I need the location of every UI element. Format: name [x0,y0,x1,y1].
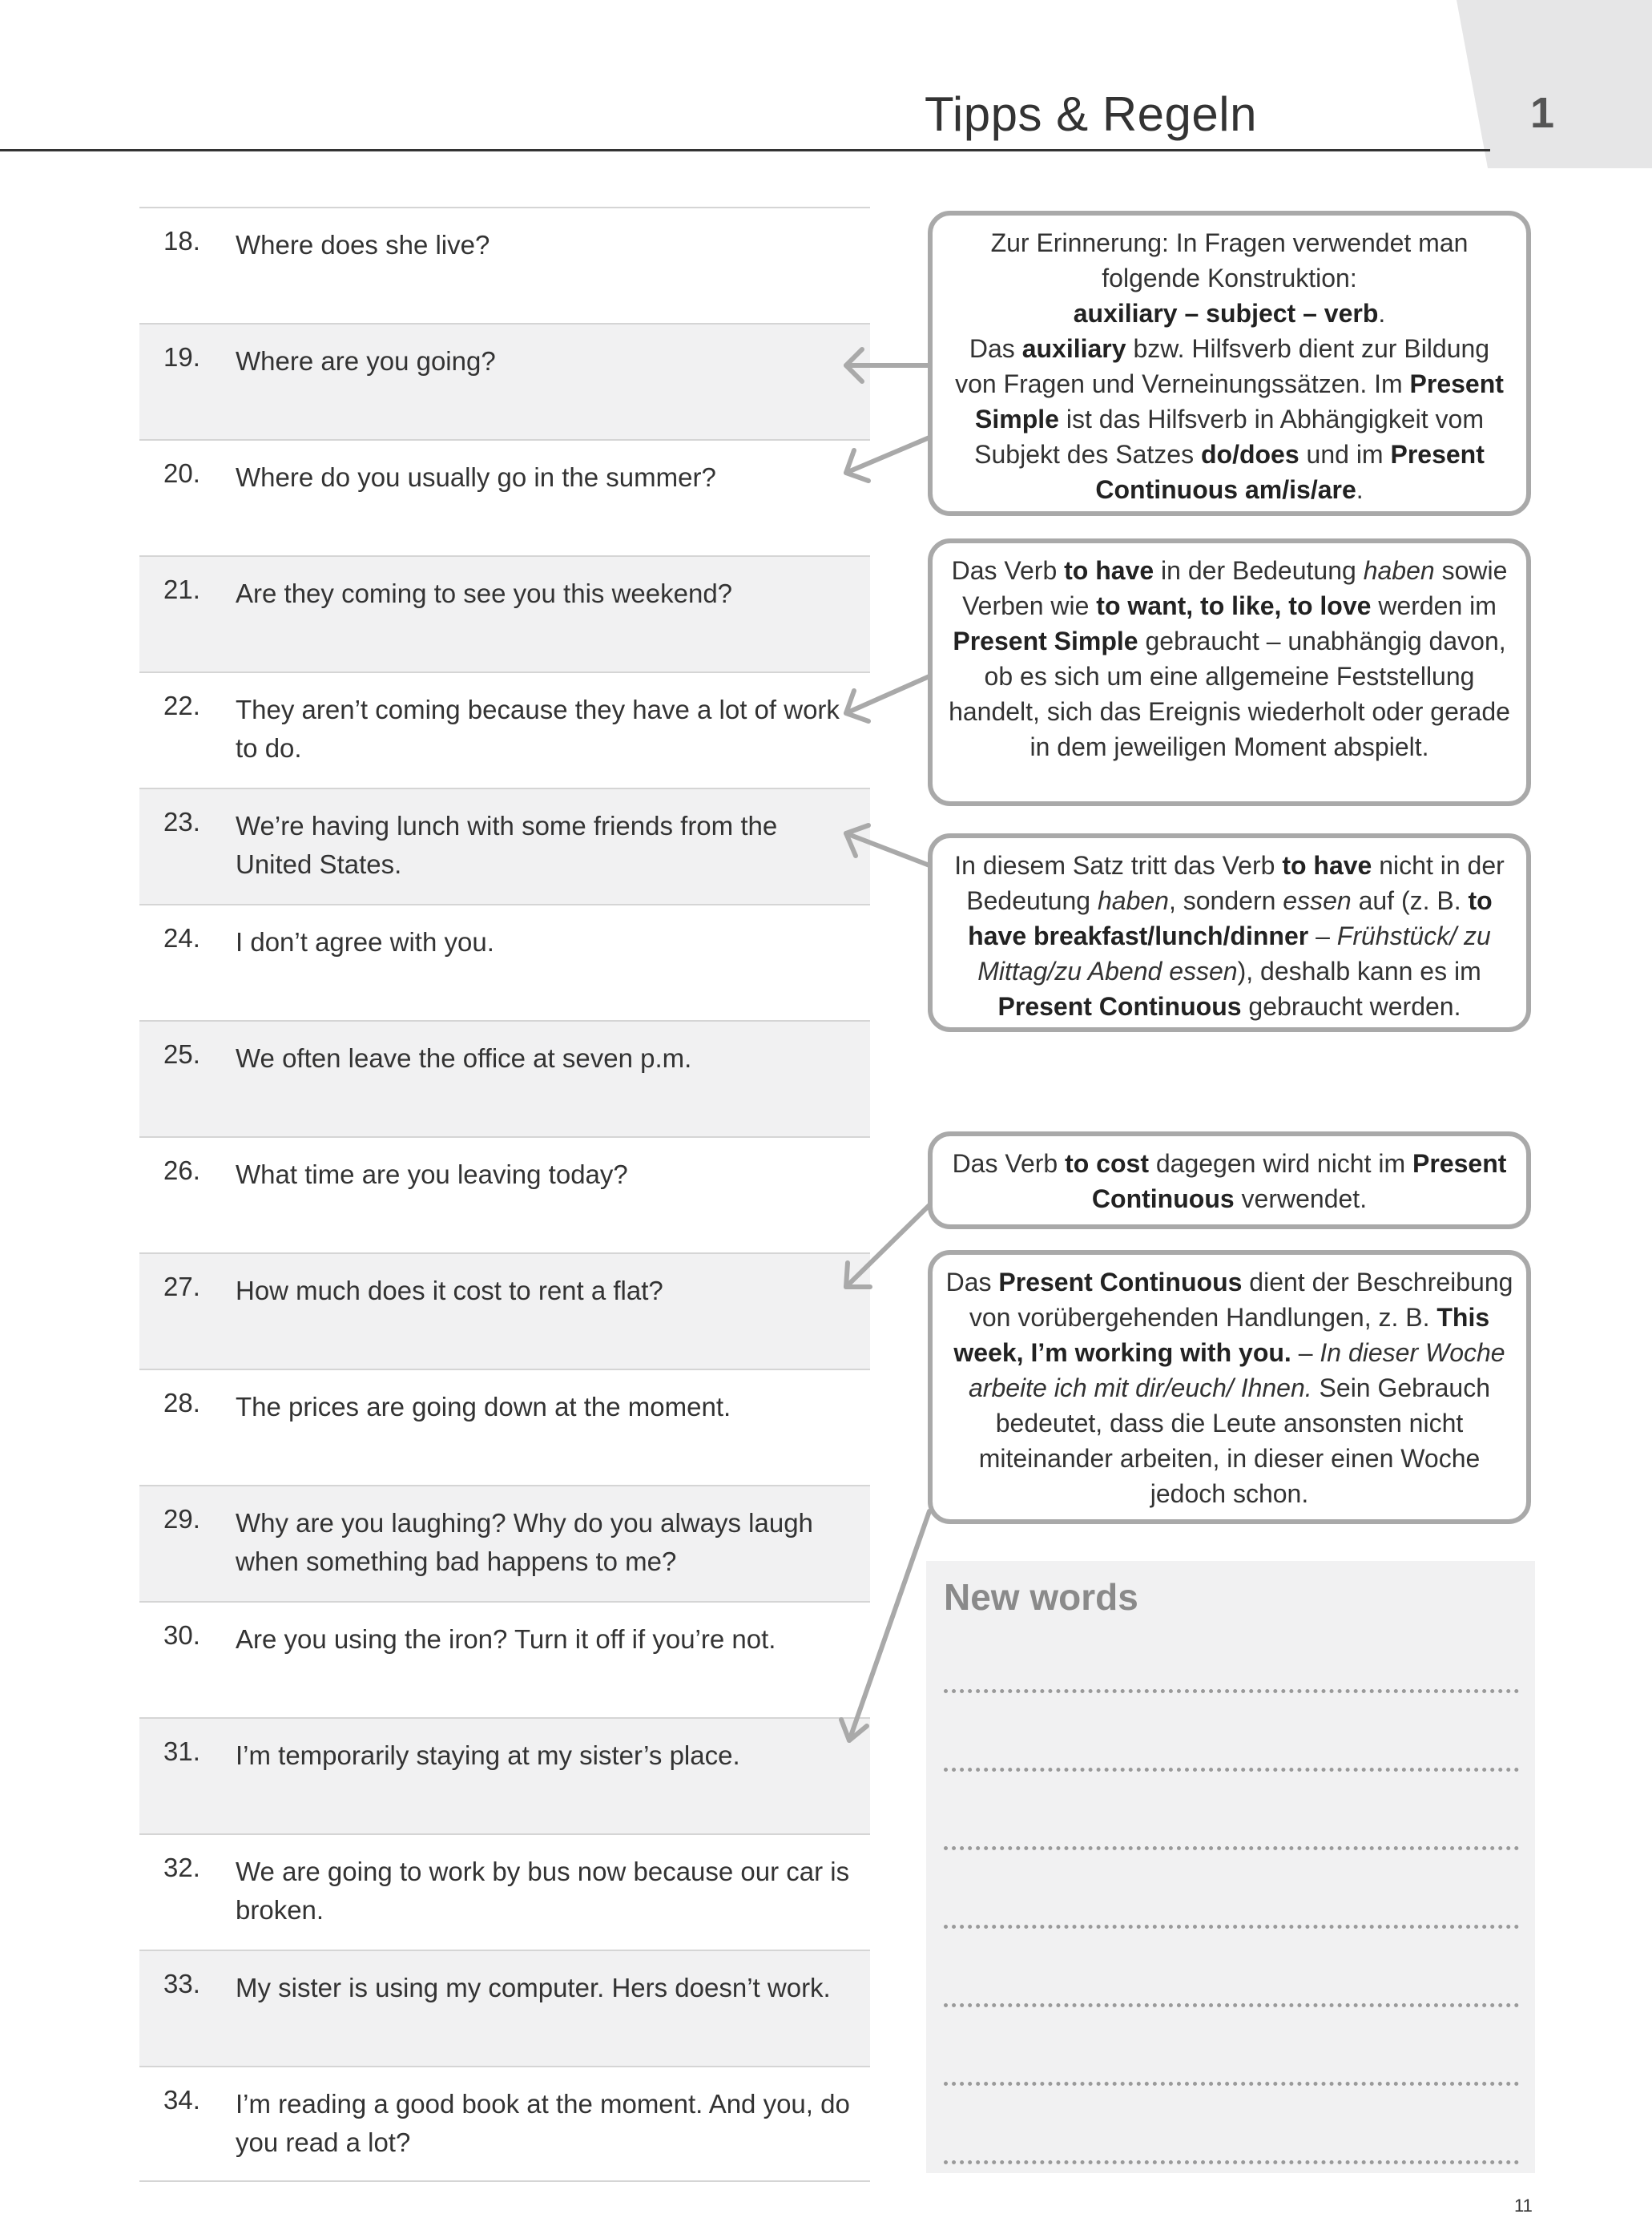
note-emphasis: Present Continuous am/is/are [1095,440,1485,504]
writing-line[interactable] [944,2003,1519,2007]
note-text: dagegen wird nicht im [1148,1149,1413,1178]
writing-line[interactable] [944,1689,1519,1693]
note-text: . [1356,475,1364,504]
writing-line[interactable] [944,2082,1519,2086]
sentence-text: I’m reading a good book at the moment. And you, do you read a lot? [236,2089,850,2157]
sentence-text: I’m temporarily staying at my sister’s place. [236,1740,740,1770]
note-text: bzw. Hilfsverb dient zur Bildung von Fragen und Verneinungssätzen. Im [955,334,1490,398]
arrow-to-row-31 [841,1511,929,1740]
sentence-number: 32. [163,1853,200,1882]
note-text: nicht in der Bedeutung [966,851,1505,915]
page-title: Tipps & Regeln [925,87,1257,141]
sentence-text: What time are you leaving today? [236,1159,628,1189]
sentence-text: The prices are going down at the moment. [236,1392,731,1422]
note-text: gebraucht werden. [1241,992,1461,1021]
note-text: – [1291,1338,1320,1367]
note-text: Das Verb [951,556,1065,585]
sentence-text: How much does it cost to rent a flat? [236,1276,663,1305]
sentence-number: 30. [163,1620,200,1650]
sentence-text: They aren’t coming because they have a lot of work to do. [236,695,840,763]
note-emphasis: to have breakfast/lunch/dinner [968,886,1493,950]
arrow-to-row-20 [846,438,929,481]
note-temporary-actions [928,1250,1531,1524]
note-text: Das Verb [952,1149,1066,1178]
sentence-number: 25. [163,1039,200,1069]
arrow-to-row-19 [846,349,929,381]
sentence-text: Where are you going? [236,346,496,376]
sentence-number: 27. [163,1272,200,1301]
note-text: . [1378,299,1386,328]
note-text: In diesem Satz tritt das Verb [954,851,1283,880]
sentence-text: Why are you laughing? Why do you always laugh when something bad happens to me? [236,1508,813,1576]
note-text: verwendet. [1234,1184,1368,1213]
arrow-to-row-23 [846,825,929,865]
sentence-number: 26. [163,1155,200,1185]
note-text: auf (z. B. [1351,886,1469,915]
sentence-number: 21. [163,575,200,604]
note-emphasis: This week, I’m working with you. [953,1303,1490,1367]
sentence-number: 29. [163,1504,200,1534]
sentence-number: 23. [163,807,200,837]
note-text: Das [969,334,1022,363]
note-text: dient der Beschreibung von vorübergehenden Handlungen, z. B. [969,1268,1513,1332]
note-emphasis: Present Simple [953,627,1138,655]
note-question-construction [928,211,1531,516]
arrow-to-row-27 [846,1205,929,1287]
sentence-text: Are they coming to see you this weekend? [236,579,733,608]
note-text: – [1308,921,1337,950]
note-text: Sein Gebrauch bedeutet, dass die Leute ansonsten nicht miteinander arbeiten, in dieser einen Woche jedoch schon. [978,1373,1491,1508]
note-emphasis: to want, to like, to love [1096,591,1372,620]
note-text: werden im [1371,591,1497,620]
note-emphasis: do/does [1200,440,1299,469]
note-text: Das [945,1268,999,1297]
note-emphasis: Present Continuous [1091,1149,1507,1213]
chapter-number: 1 [1530,89,1555,137]
note-italic: Frühstück/ zu Mittag/zu Abend essen [977,921,1491,986]
note-emphasis: Present Continuous [998,1268,1243,1297]
sentence-number: 22. [163,691,200,720]
note-emphasis: auxiliary [1021,334,1126,363]
sentence-text: I don’t agree with you. [236,927,494,957]
note-emphasis: to cost [1065,1149,1149,1178]
note-to-have-eat [928,833,1531,1032]
note-italic: In dieser Woche arbeite ich mit dir/euch/ Ihnen. [968,1338,1505,1402]
new-words-box [926,1561,1535,2173]
sentence-number: 20. [163,458,200,488]
sentence-text: We often leave the office at seven p.m. [236,1043,692,1073]
sentence-text: We are going to work by bus now because our car is broken. [236,1857,850,1925]
sentence-number: 18. [163,226,200,256]
new-words-title: New words [944,1576,1138,1618]
note-to-cost [928,1131,1531,1229]
note-text: in der Bedeutung [1154,556,1364,585]
sentence-text: Where do you usually go in the summer? [236,462,716,492]
writing-line[interactable] [944,1768,1519,1772]
note-emphasis: to have [1282,851,1372,880]
sentence-text: We’re having lunch with some friends from the United States. [236,811,778,879]
note-text: ist das Hilfsverb in Abhängigkeit vom Subjekt des Satzes [974,405,1484,469]
sentence-number: 31. [163,1736,200,1766]
note-text: sowie Verben wie [962,556,1508,620]
note-text: und im [1299,440,1391,469]
writing-line[interactable] [944,1925,1519,1929]
sentence-number: 34. [163,2085,200,2115]
sentence-text: Where does she live? [236,230,490,260]
sentence-text: My sister is using my computer. Hers doesn’t work. [236,1973,831,2002]
note-italic: essen [1283,886,1352,915]
sentence-text: Are you using the iron? Turn it off if you’re not. [236,1624,776,1654]
note-to-have-meaning [928,538,1531,806]
writing-line[interactable] [944,2160,1519,2164]
sentence-number: 33. [163,1969,200,1998]
note-emphasis: to have [1064,556,1154,585]
note-emphasis: Present Simple [975,369,1504,434]
sentence-number: 19. [163,342,200,372]
arrow-to-row-22 [846,676,929,721]
note-emphasis: Present Continuous [997,992,1242,1021]
note-emphasis: auxiliary – subject – verb [1073,299,1379,328]
note-italic: haben [1097,886,1169,915]
writing-line[interactable] [944,1846,1519,1850]
page-number: 11 [1514,2196,1533,2216]
note-italic: haben [1363,556,1435,585]
sentence-number: 24. [163,923,200,953]
note-text: gebraucht – unabhängig davon, ob es sich um eine allgemeine Feststellung handelt, sich das Ereignis wiederholt oder gerade in dem jeweiligen Moment abspielt. [949,627,1510,761]
sentence-number: 28. [163,1388,200,1418]
note-text: , sondern [1168,886,1283,915]
note-text: Zur Erinnerung: In Fragen verwendet man folgende Konstruktion: [990,228,1469,292]
note-text: ), deshalb kann es im [1237,957,1481,986]
